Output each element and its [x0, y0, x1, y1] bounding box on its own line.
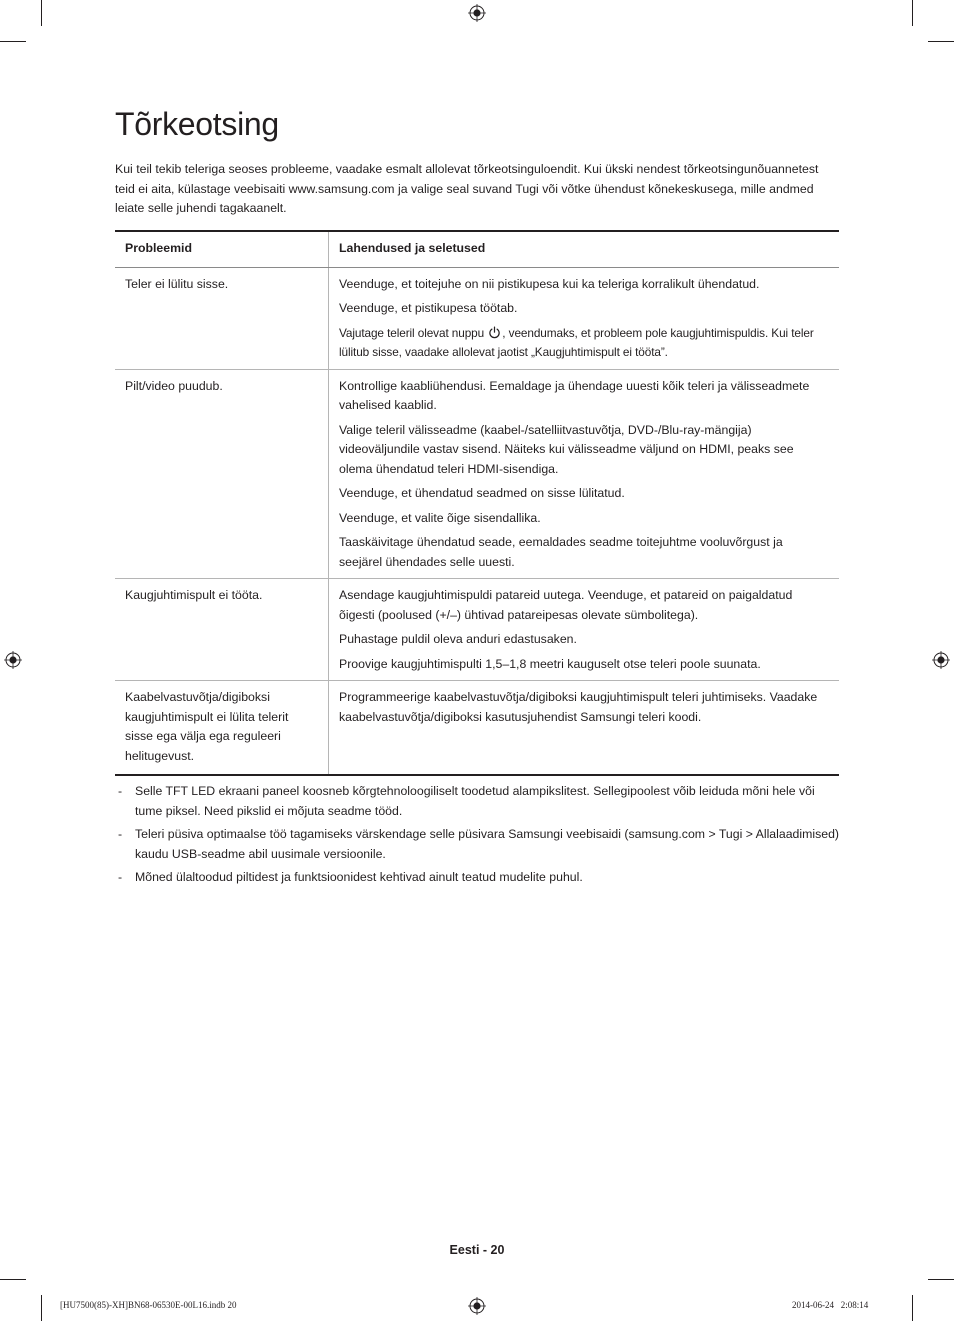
solution-item: Taaskäivitage ühendatud seade, eemaldades seadme toitejuhtme vooluvõrgust ja seejärel ühendades selle uuesti. — [339, 535, 783, 569]
solutions-cell — [329, 267, 840, 369]
solution-item — [339, 324, 829, 363]
crop-mark — [41, 0, 42, 26]
crop-mark — [928, 1279, 954, 1280]
solution-item: Veenduge, et ühendatud seadmed on sisse lülitatud. — [339, 486, 625, 500]
registration-mark-icon — [4, 651, 22, 669]
note-dash: - — [118, 827, 123, 841]
list-item — [115, 868, 840, 888]
solution-item: Asendage kaugjuhtimispuldi patareid uutega. Veenduge, et patareid on paigaldatud õigesti (poolused (+/–) ühtivad patareipesas olevate sümbolitega). — [339, 588, 793, 622]
table-row — [115, 579, 839, 681]
registration-mark-icon — [468, 1297, 486, 1315]
troubleshooting-table — [115, 230, 839, 776]
solution-item: Programmeerige kaabelvastuvõtja/digiboksi kaugjuhtimispult teleri juhtimiseks. Vaadake kaabelvastuvõtja/digiboksi kasutusjuhendist Samsungi teleri koodi. — [339, 690, 818, 724]
problem-cell: Kaugjuhtimispult ei tööta. — [115, 579, 329, 681]
page-title: Tõrkeotsing — [115, 106, 279, 142]
crop-mark — [928, 41, 954, 42]
table-row — [115, 681, 839, 776]
page-number: Eesti - 20 — [449, 1243, 505, 1257]
table-row — [115, 267, 839, 369]
solutions-cell — [329, 579, 840, 681]
solution-item: Veenduge, et valite õige sisendallika. — [339, 510, 541, 525]
solution-item: Veenduge, et toitejuhe on nii pistikupesa kui ka teleriga korralikult ühendatud. — [339, 276, 760, 291]
column-header-solutions: Lahendused ja seletused — [329, 231, 840, 267]
crop-mark — [912, 0, 913, 26]
power-note-before: Vajutage teleril olevat nuppu — [339, 325, 485, 340]
table-header-row — [115, 231, 839, 267]
registration-mark-icon — [468, 4, 486, 22]
power-icon — [488, 326, 501, 339]
note-text: Mõned ülaltoodud piltidest ja funktsioonidest kehtivad ainult teatud mudelite puhul. — [135, 870, 583, 884]
crop-mark — [912, 1295, 913, 1321]
solution-item: Kontrollige kaabliühendusi. Eemaldage ja ühendage uuesti kõik teleri ja välisseadmete vahelised kaablid. — [339, 378, 810, 412]
table-row — [115, 369, 839, 579]
solutions-cell — [329, 369, 840, 579]
note-dash: - — [118, 870, 123, 884]
power-note-after: , veendumaks, et probleem pole kaugjuhtimispuldis. Kui teler lülitub sisse, vaadake allolevat jaotist „Kaugjuhtimispult ei tööta”. — [339, 325, 814, 359]
solution-item: Veenduge, et pistikupesa töötab. — [339, 301, 518, 315]
intro-paragraph: Kui teil tekib teleriga seoses probleeme, vaadake esmalt allolevat tõrkeotsinguloendit. Kui ükski nendest tõrkeotsingunõuannetest teid ei aita, külastage veebisaiti www.samsung.com ja valige seal suvand Tugi või võtke ühendust kõnekeskusega, mille andmed leiate selle juhendi tagakaanelt. — [115, 162, 819, 215]
registration-mark-icon — [932, 651, 950, 669]
list-item — [115, 825, 840, 864]
notes-list — [115, 782, 840, 892]
list-item — [115, 782, 840, 821]
problem-cell: Pilt/video puudub. — [115, 369, 329, 579]
solutions-cell — [329, 681, 840, 776]
note-text: Selle TFT LED ekraani paneel koosneb kõrgtehnoloogiliselt toodetud alampikslitest. Sellegipoolest võib leiduda mõni hele või tume piksel. Need pikslid ei mõjuta seadme tööd. — [135, 784, 815, 818]
column-header-problems: Probleemid — [115, 231, 329, 267]
note-text: Teleri püsiva optimaalse töö tagamiseks värskendage selle püsivara Samsungi veebisaidi (samsung.com > Tugi > Allalaadimised) kaudu USB-seadme abil uusimale versioonile. — [135, 827, 840, 861]
problem-cell: Teler ei lülitu sisse. — [115, 267, 329, 369]
footer-timestamp: 2014-06-24 2:08:14 — [792, 1300, 869, 1310]
problem-cell: Kaabelvastuvõtja/digiboksi kaugjuhtimispult ei lülita telerit sisse ega välja ega reguleeri helitugevust. — [115, 681, 329, 776]
note-dash: - — [118, 784, 123, 798]
footer-file-info: [HU7500(85)-XH]BN68-06530E-00L16.indb 20 — [60, 1300, 237, 1310]
crop-mark — [0, 1279, 26, 1280]
crop-mark — [0, 41, 26, 42]
solution-item: Puhastage puldil oleva anduri edastusaken. — [339, 632, 577, 646]
solution-item: Proovige kaugjuhtimispulti 1,5–1,8 meetri kauguselt otse teleri poole suunata. — [339, 656, 761, 671]
crop-mark — [41, 1295, 42, 1321]
solution-item: Valige teleril välisseadme (kaabel-/satelliitvastuvõtja, DVD-/Blu-ray-mängija) videoväljundile vastav sisend. Näiteks kui välisseadme väljund on HDMI, peaks see olema ühendatud teleri HDMI-sisendiga. — [339, 422, 794, 476]
